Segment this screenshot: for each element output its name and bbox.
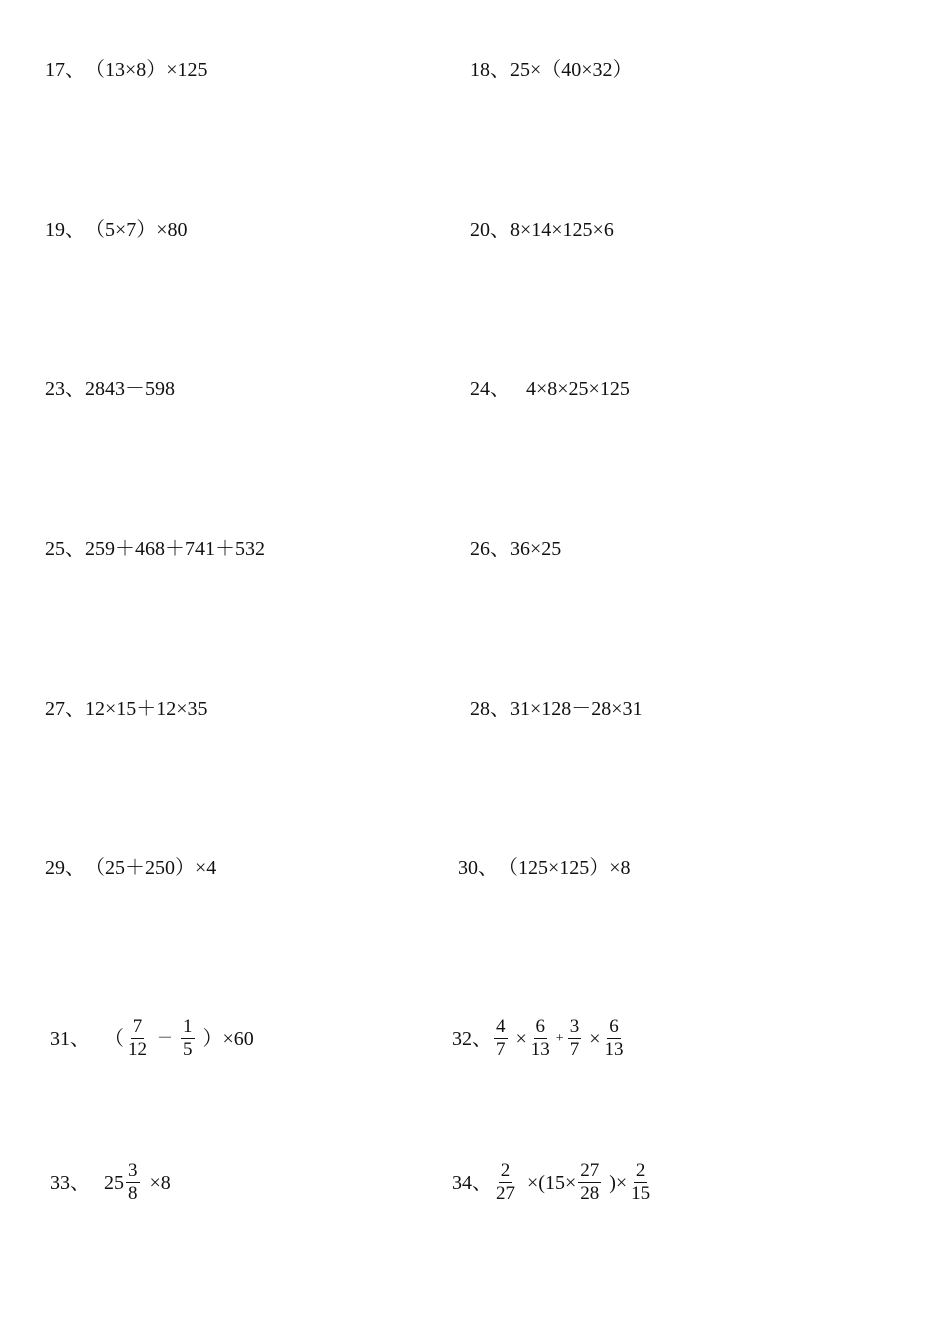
fraction [629,1160,652,1205]
fraction [578,1160,601,1205]
problem-expression: 25×（40×32） [510,59,633,81]
mixed-number-whole: 25 [104,1171,124,1194]
problem-number: 33、 [50,1171,90,1194]
fraction [181,1016,195,1061]
problem-number: 34、 [452,1171,492,1194]
problem-number: 18、 [470,59,510,81]
problem-number: 17、 [45,59,85,81]
numerator: 3 [569,1016,580,1037]
fraction [494,1160,517,1205]
open-paren: （ [104,1027,124,1050]
denominator: 7 [569,1039,580,1060]
problem-number: 27、 [45,698,85,720]
problem-expression: （5×7）×80 [85,219,188,241]
expression-close: )× [609,1171,628,1194]
problem-number: 23、 [45,378,85,400]
problem-20 [470,218,614,242]
plus-sign: + [555,1030,564,1046]
problem-number: 29、 [45,857,85,879]
fraction [126,1016,149,1061]
minus-sign: － [157,1029,174,1047]
fraction [529,1016,552,1061]
problem-number: 19、 [45,219,85,241]
problem-29 [45,856,216,880]
fraction [494,1016,508,1061]
problem-34 [452,1160,654,1205]
numerator: 7 [132,1016,143,1037]
numerator: 1 [183,1016,193,1037]
problem-expression: 2843－598 [85,378,175,400]
close-paren: ） [202,1027,223,1050]
fraction [568,1016,582,1061]
denominator: 7 [496,1039,506,1060]
problem-number: 24、 [470,378,510,400]
problem-31 [50,1016,254,1061]
expression-middle: ×(15× [527,1171,577,1194]
problem-26 [470,537,561,561]
denominator: 28 [580,1183,600,1204]
denominator: 13 [604,1039,624,1060]
problem-28 [470,697,643,721]
problem-number: 28、 [470,698,510,720]
numerator: 4 [496,1016,506,1037]
problem-expression: 36×25 [510,538,562,560]
denominator: 8 [128,1183,138,1204]
times-sign: × [589,1027,601,1050]
problem-expression: （125×125）×8 [498,857,631,879]
expression-tail: ×8 [149,1171,171,1194]
fraction [126,1160,140,1205]
numerator: 27 [580,1160,600,1181]
problem-expression: 31×128－28×31 [510,698,643,720]
problem-number: 20、 [470,219,510,241]
numerator: 6 [609,1016,619,1037]
problem-30 [458,856,631,880]
problem-number: 31、 [50,1027,90,1050]
numerator: 2 [500,1160,511,1181]
problem-expression: 12×15＋12×35 [85,698,208,720]
problem-expression: 259＋468＋741＋532 [85,538,265,560]
problem-32 [452,1016,627,1061]
times-sign: × [515,1027,527,1050]
problem-18 [470,58,633,82]
denominator: 5 [183,1039,193,1060]
numerator: 3 [128,1160,138,1181]
problem-expression: 4×8×25×125 [526,378,630,400]
fraction [602,1016,625,1061]
denominator: 13 [530,1039,550,1060]
problem-expression: （13×8）×125 [85,59,208,81]
denominator: 12 [128,1039,147,1060]
denominator: 27 [496,1183,515,1204]
problem-number: 30、 [458,857,498,879]
expression-tail: ×60 [222,1027,254,1050]
problem-27 [45,697,208,721]
problem-19 [45,218,188,242]
denominator: 15 [631,1183,651,1204]
problem-33 [50,1160,171,1205]
problem-number: 26、 [470,538,510,560]
numerator: 6 [535,1016,546,1037]
numerator: 2 [635,1160,646,1181]
problem-24 [470,377,630,401]
problem-17 [45,58,208,82]
problem-number: 25、 [45,538,85,560]
problem-expression: 8×14×125×6 [510,219,614,241]
problem-expression: （25＋250）×4 [85,857,217,879]
problem-25 [45,537,265,561]
problem-number: 32、 [452,1027,492,1050]
problem-23 [45,377,175,401]
